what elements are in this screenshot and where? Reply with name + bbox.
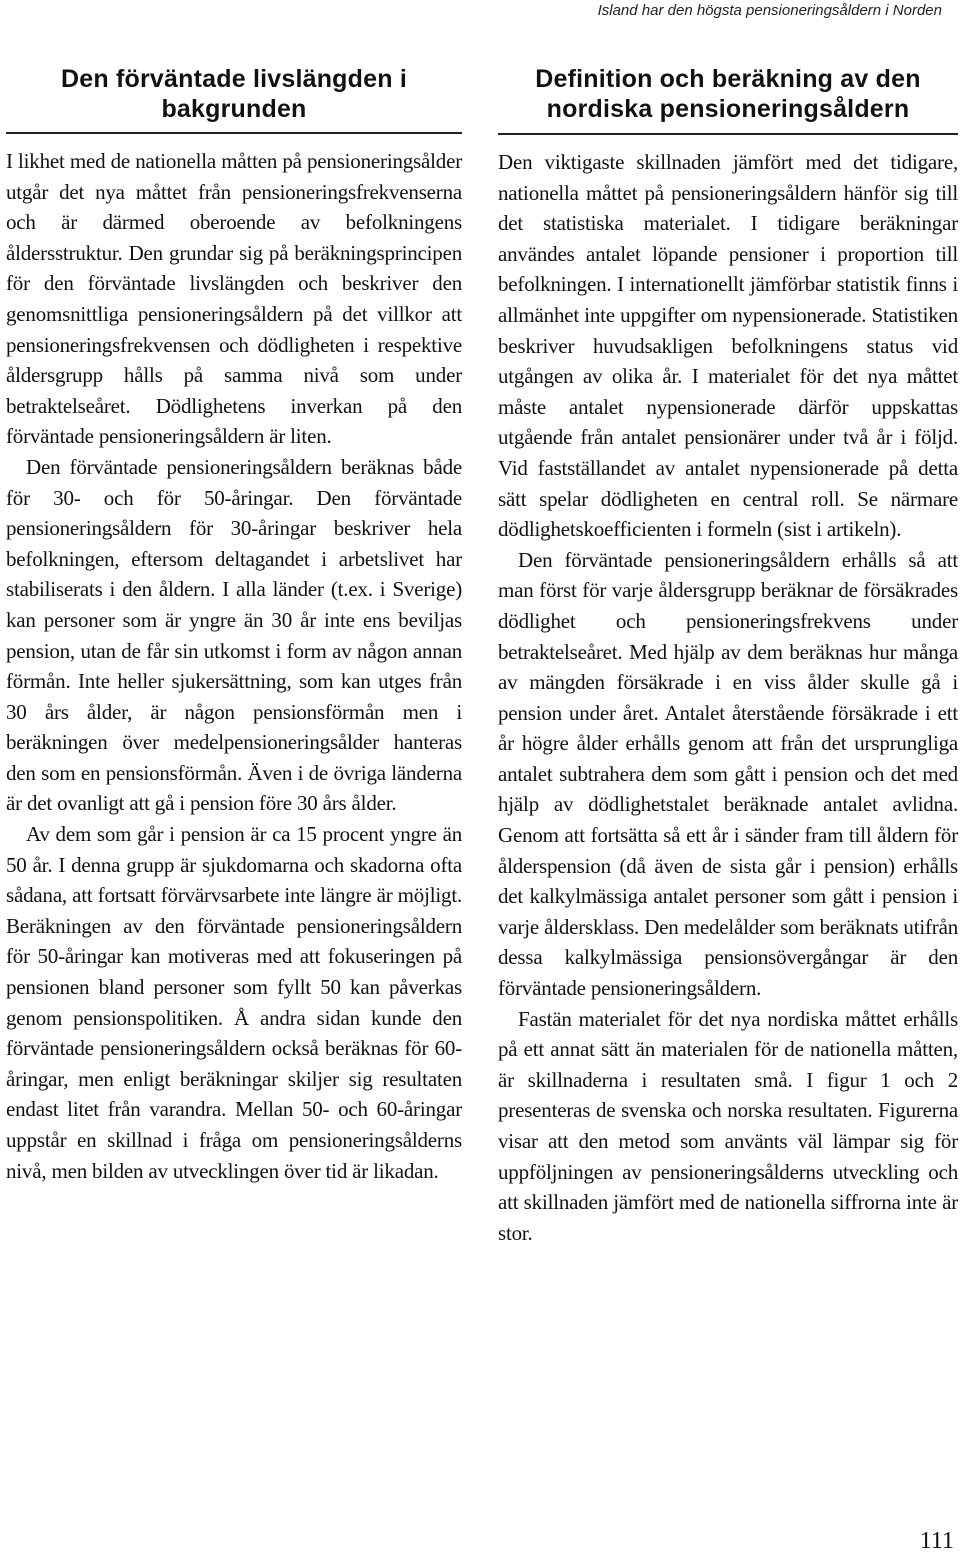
right-column (498, 64, 958, 1248)
paragraph: Den förväntade pensioneringsåldern erhålls så att man först för varje åldersgrupp beräknar de försäkrades dödlighet och pensioneringsfrekvens under betraktelseåret. Med hjälp av dem beräknas hur många av mängden försäkrade i en viss ålder skulle gå i pension under året. Antalet återstående försäkrade i ett år högre ålder erhålls genom att från det ursprungliga antalet subtrahera dem som gått i pension och det med hjälp av dödlighetstalet beräknade antalet avlidna. Genom att fortsätta så ett år i sänder fram till åldern för ålderspension (då även de sista går i pension) erhålls det kalkylmässiga antalet personer som gått i pension i varje åldersklass. Den medelålder som beräknats utifrån dessa kalkylmässiga pensionsövergångar är den förväntade pensioneringsåldern. (498, 547, 958, 1001)
left-column (6, 64, 462, 1186)
paragraph: Den viktigaste skillnaden jämfört med det tidigare, nationella måttet på pensioneringsåldern hänför sig till det statistiska materialet. I tidigare beräkningar användes antalet löpande pensioner i proportion till befolkningen. I internationellt jämförbar statistik finns i allmänhet inte uppgifter om nypensionerade. Statistiken beskriver huvudsakligen befolkningens status vid utgången av olika år. I materialet för det nya måttet måste antalet nypensionerade därför uppskattas utgående från antalet pensionärer under två år i följd. Vid fastställandet av antalet nypensionerade på detta sätt spelar dödligheten en central roll. Se närmare dödlighetskoefficienten i formeln (sist i artikeln). (498, 150, 958, 542)
right-column-body (498, 147, 958, 1248)
page-number: 111 (919, 1528, 954, 1554)
left-column-body (6, 146, 462, 1186)
section-heading-definition: Definition och beräkning av den nordiska pensioneringsåldern (498, 64, 958, 135)
paragraph: Den förväntade pensioneringsåldern beräknas både för 30- och för 50-åringar. Den förväntade pensioneringsåldern för 30-åringar beskriver hela befolkningen, eftersom deltagandet i arbetslivet har stabiliserats i den åldern. I alla länder (t.ex. i Sverige) kan personer som är yngre än 30 år inte ens beviljas pension, utan de får sin utkomst i form av någon annan förmån. Inte heller sjukersättning, som kan utges från 30 års ålder, är någon pensionsförmån men i beräkningen över medelpensioneringsålder hanteras den som en pensionsförmån. Även i de övriga länderna är det ovanligt att gå i pension före 30 års ålder. (6, 454, 462, 816)
section-heading-life-expectancy: Den förväntade livslängden i bakgrunden (6, 64, 462, 134)
paragraph: I likhet med de nationella måtten på pensioneringsålder utgår det nya måttet från pensioneringsfrekvenserna och är därmed oberoende av befolkningens åldersstruktur. Den grundar sig på beräkningsprincipen för den förväntade livslängden och beskriver den genomsnittliga pensioneringsåldern på det villkor att pensioneringsfrekvensen och dödligheten i respektive åldersgrupp hålls på samma nivå som under betraktelseåret. Dödlighetens inverkan på den förväntade pensioneringsåldern är liten. (6, 149, 462, 449)
paragraph: Fastän materialet för det nya nordiska måttet erhålls på ett annat sätt än materialen för de nationella måtten, är skillnaderna i resultaten små. I figur 1 och 2 presenteras de svenska och norska resultaten. Figurerna visar att den metod som använts väl lämpar sig för uppföljningen av pensioneringsålderns utveckling och att skillnaden jämfört med de nationella siffrorna inte är stor. (498, 1006, 958, 1245)
paragraph: Av dem som går i pension är ca 15 procent yngre än 50 år. I denna grupp är sjukdomarna och skadorna ofta sådana, att fortsatt förvärvsarbete inte längre är möjligt. Beräkningen av den förväntade pensioneringsåldern för 50-åringar kan motiveras med att fokuseringen på pensionen bland personer som fyllt 50 kan påverkas genom pensionspolitiken. Å andra sidan kunde den förväntade pensioneringsåldern också beräknas för 60-åringar, men enligt beräkningar skiljer sig resultaten endast litet från varandra. Mellan 50- och 60-åringar uppstår en skillnad i fråga om pensioneringsålderns nivå, men bilden av utvecklingen över tid är likadan. (6, 822, 462, 1183)
running-head: Island har den högsta pensioneringsåldern i Norden (597, 2, 942, 19)
